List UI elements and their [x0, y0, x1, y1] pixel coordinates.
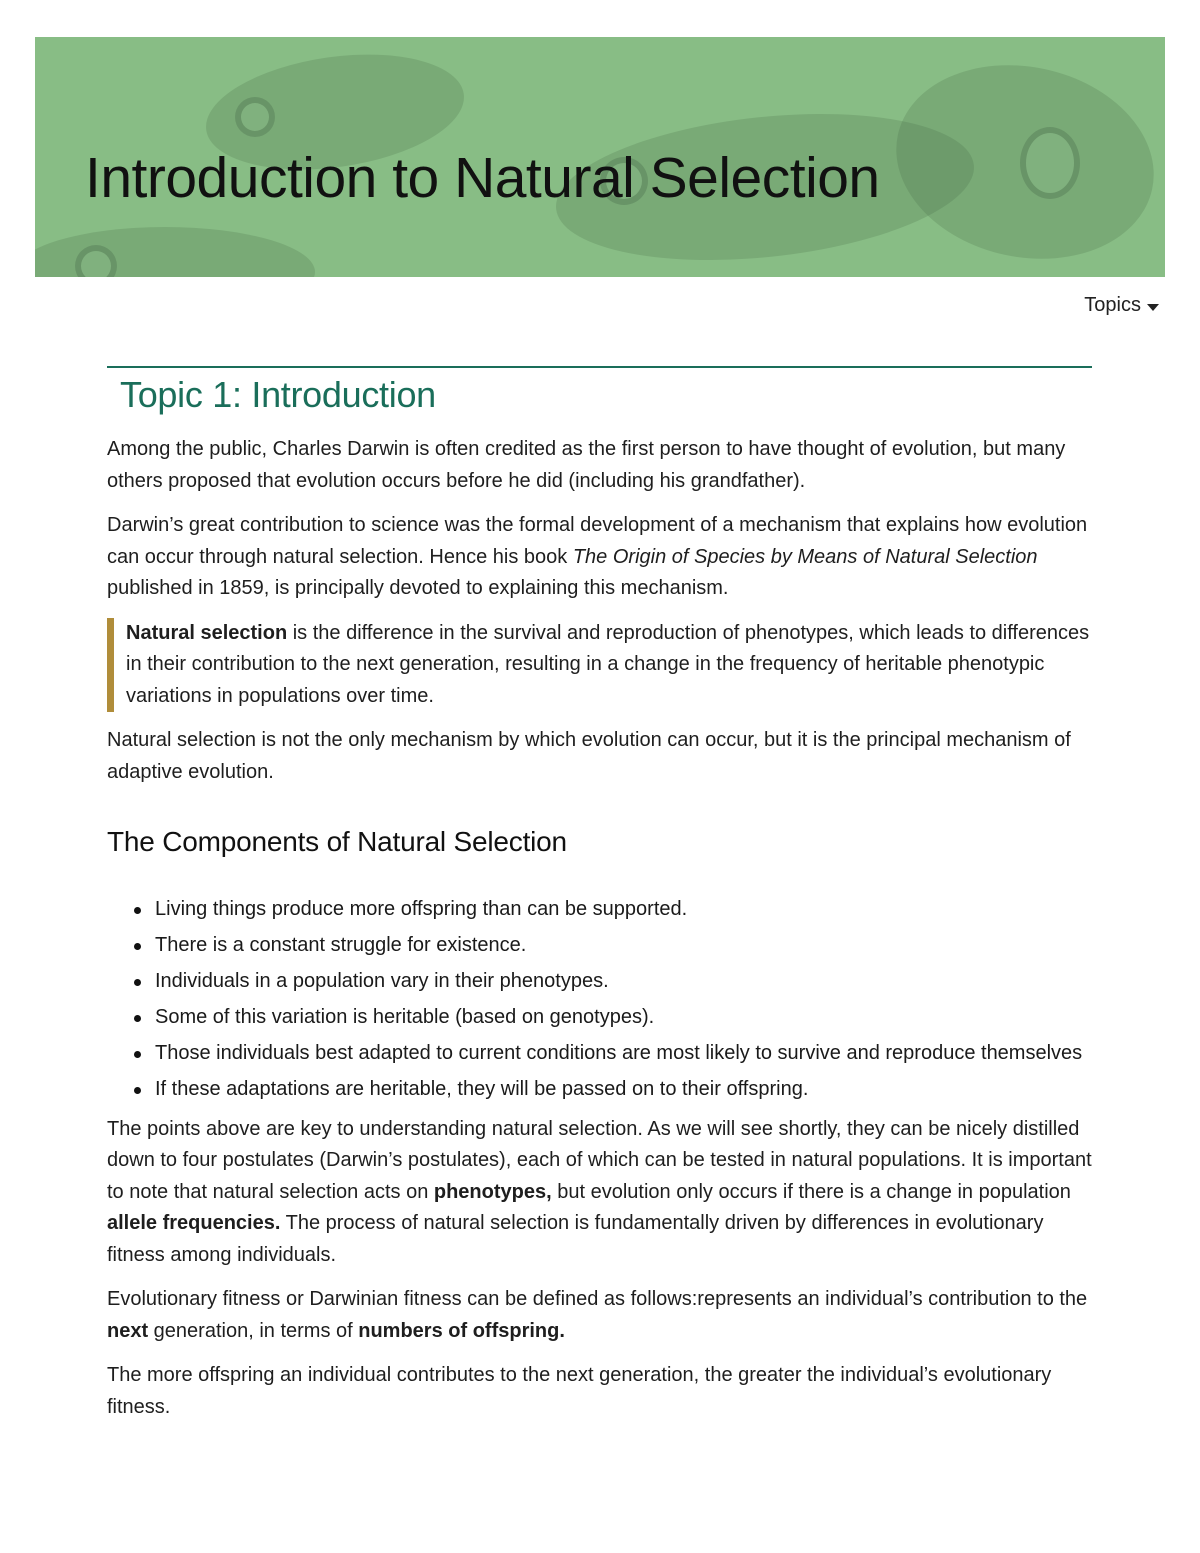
book-title: The Origin of Species by Means of Natural Selection [572, 545, 1038, 568]
topics-dropdown[interactable] [1084, 294, 1159, 317]
text-span: generation, in terms of [148, 1319, 359, 1342]
list-item: Living things produce more offspring than can be supported. [155, 894, 1092, 926]
list-item: There is a constant struggle for existence. [155, 930, 1092, 962]
topic-heading: Topic 1: Introduction [120, 374, 436, 415]
text-span: Darwin’s great contribution to science was the formal development of a mechanism that explains how evolution can occur through natural selection. Hence his book [107, 514, 1088, 568]
text-span: The process of natural selection is fundamentally driven by differences in evolutionary fitness among individuals. [107, 1212, 1044, 1266]
header-banner [35, 37, 1165, 277]
paragraph-darwin-contribution [107, 510, 1092, 605]
fish-eye [235, 97, 275, 137]
section-divider [107, 366, 1092, 368]
fish-eye [1020, 127, 1080, 199]
list-item: Some of this variation is heritable (based on genotypes). [155, 1002, 1092, 1034]
text-span: published in 1859, is principally devoted to explaining this mechanism. [107, 577, 729, 599]
text-span: The points above are key to understanding natural selection. As we will see shortly, they can be nicely distilled down to four postulates (Darwin’s postulates), each of which can be tested in natural populations. It is important to note that natural selection acts on [107, 1117, 1092, 1203]
topics-label: Topics [1084, 294, 1141, 316]
paragraph-intro: Among the public, Charles Darwin is often credited as the first person to have thought of evolution, but many others proposed that evolution occurs before he did (including his grandfather). [107, 438, 1066, 492]
paragraph-key-points [107, 1114, 1092, 1272]
bold-term: phenotypes, [433, 1180, 552, 1203]
list-item: If these adaptations are heritable, they will be passed on to their offspring. [155, 1074, 1092, 1106]
list-item: Individuals in a population vary in their phenotypes. [155, 966, 1092, 998]
caret-down-icon [1147, 304, 1159, 311]
definition-callout [107, 618, 1092, 713]
page-title: Introduction to Natural Selection [85, 146, 880, 210]
components-list [107, 894, 1092, 1106]
text-span: Evolutionary fitness or Darwinian fitness can be defined as follows:represents an individual’s contribution to the [107, 1288, 1088, 1310]
definition-term: Natural selection [126, 621, 288, 644]
bold-term: allele frequencies. [107, 1212, 281, 1234]
main-content [107, 366, 1092, 1423]
paragraph-fitness-summary: The more offspring an individual contributes to the next generation, the greater the individual’s evolutionary fitness. [107, 1364, 1052, 1418]
definition-text: is the difference in the survival and reproduction of phenotypes, which leads to differences in their contribution to the next generation, resulting in a change in the frequency of heritable phenotypic variations in populations over time. [126, 621, 1090, 707]
components-heading: The Components of Natural Selection [107, 826, 567, 857]
text-span: but evolution only occurs if there is a change in population [551, 1180, 1071, 1203]
bold-term: next [107, 1319, 149, 1342]
paragraph-fitness-definition [107, 1284, 1092, 1347]
paragraph-mechanism: Natural selection is not the only mechanism by which evolution can occur, but it is the principal mechanism of adaptive evolution. [107, 729, 1071, 783]
bold-term: numbers of offspring. [358, 1319, 565, 1342]
list-item: Those individuals best adapted to current conditions are most likely to survive and reproduce themselves [155, 1038, 1092, 1070]
